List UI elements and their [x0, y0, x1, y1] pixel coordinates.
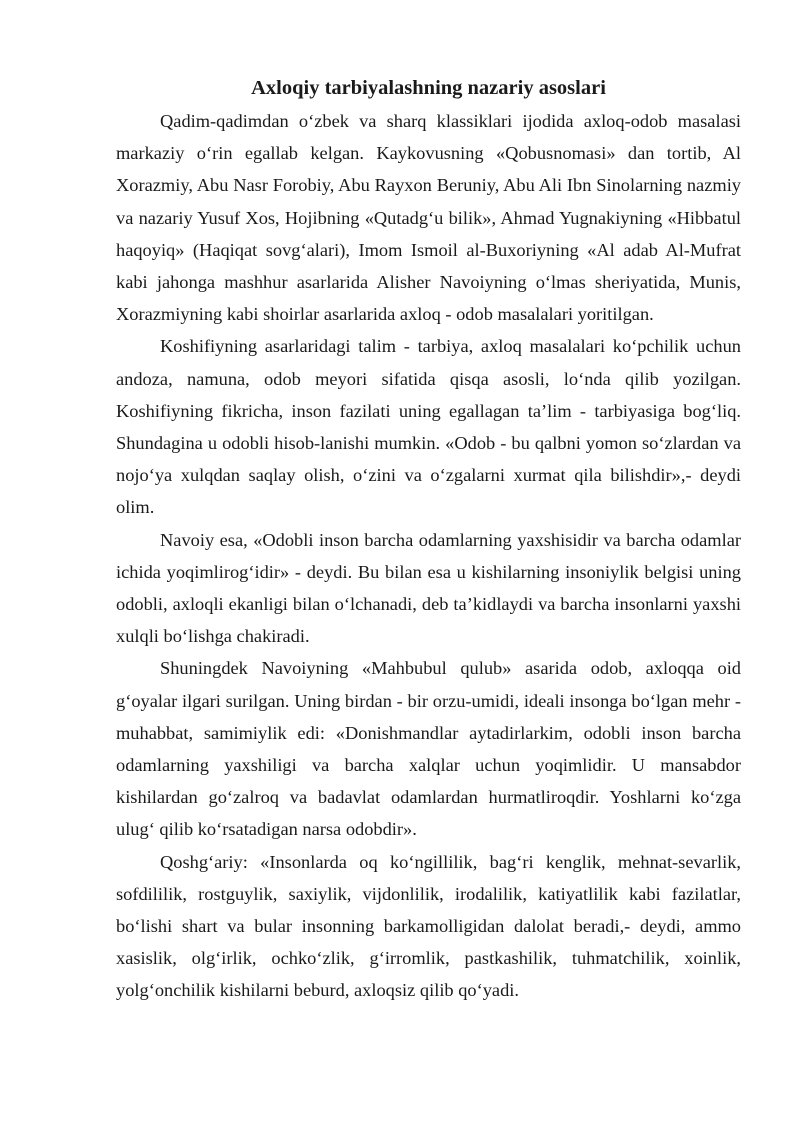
- document-title: Axloqiy tarbiyalashning nazariy asoslari: [251, 77, 606, 99]
- paragraph-classics: Qadim-qadimdan o‘zbek va sharq klassiklari ijodida axloq-odob masalasi markaziy o‘rin egallab kelgan. Kaykovusning «Qobusnomasi» dan tortib, Al Xorazmiy, Abu Nasr Forobiy, Abu Rayxon Beruniy, Abu Ali Ibn Sinolarning nazmiy va nazariy Yusuf Xos, Hojibning «Qutadg‘u bilik», Ahmad Yugnakiyning «Hibbatul haqoyiq» (Haqiqat sovg‘alari), Imom Ismoil al-Buxoriyning «Al adab Al-Mufrat kabi jahonga mashhur asarlarida Alisher Navoiyning o‘lmas sheriyatida, Munis, Xorazmiyning kabi shoirlar asarlarida axloq - odob masalalari yoritilgan.: [116, 111, 741, 325]
- paragraph-koshifiy: Koshifiyning asarlaridagi talim - tarbiya, axloq masalalari ko‘pchilik uchun andoza, namuna, odob meyori sifatida qisqa asosli, lo‘nda qilib yozilgan. Koshifiyning fikricha, inson fazilati uning egallagan ta’lim - tarbiyasiga bog‘liq. Shundagina u odobli hisob-lanishi mumkin. «Odob - bu qalbni yomon so‘zlardan va nojo‘ya xulqdan saqlay olish, o‘zini va o‘zgalarni xurmat qila bilishdir»,- deydi olim.: [116, 336, 741, 518]
- paragraph-qoshgariy: Qoshg‘ariy: «Insonlarda oq ko‘ngillilik, bag‘ri kenglik, mehnat-sevarlik, sofdililik, rostguylik, saxiylik, vijdonlilik, irodalilik, katiyatlilik kabi fazilatlar, bo‘lishi shart va bular insonning barkamolligidan dalolat beradi,- deydi, ammo xasislik, olg‘irlik, ochko‘zlik, g‘irromlik, pastkashilik, tuhmatchilik, xoinlik, yolg‘onchilik kishilarni beburd, axloqsiz qilib qo‘yadi.: [116, 851, 741, 1001]
- paragraph-navoiy: Navoiy esa, «Odobli inson barcha odamlarning yaxshisidir va barcha odamlar ichida yoqimlirog‘idir» - deydi. Bu bilan esa u kishilarning insoniylik belgisi uning odobli, axloqli ekanligi bilan o‘lchanadi, deb ta’kidlaydi va barcha insonlarni yaxshi xulqli bo‘lishga chakiradi.: [116, 529, 741, 647]
- paragraph-mahbubul-qulub: Shuningdek Navoiyning «Mahbubul qulub» asarida odob, axloqqa oid g‘oyalar ilgari surilgan. Uning birdan - bir orzu-umidi, ideali insonga bo‘lgan mehr - muhabbat, samimiylik edi: «Donishmandlar aytadirlarkim, odobli inson barcha odamlarning yaxshiligi va barcha xalqlar uchun yoqimlidir. U mansabdor kishilardan go‘zalroq va badavlat odamlardan hurmatliroqdir. Yoshlarni ko‘zga ulug‘ qilib ko‘rsatadigan narsa odobdir».: [116, 658, 741, 840]
- document-page: [116, 72, 741, 1007]
